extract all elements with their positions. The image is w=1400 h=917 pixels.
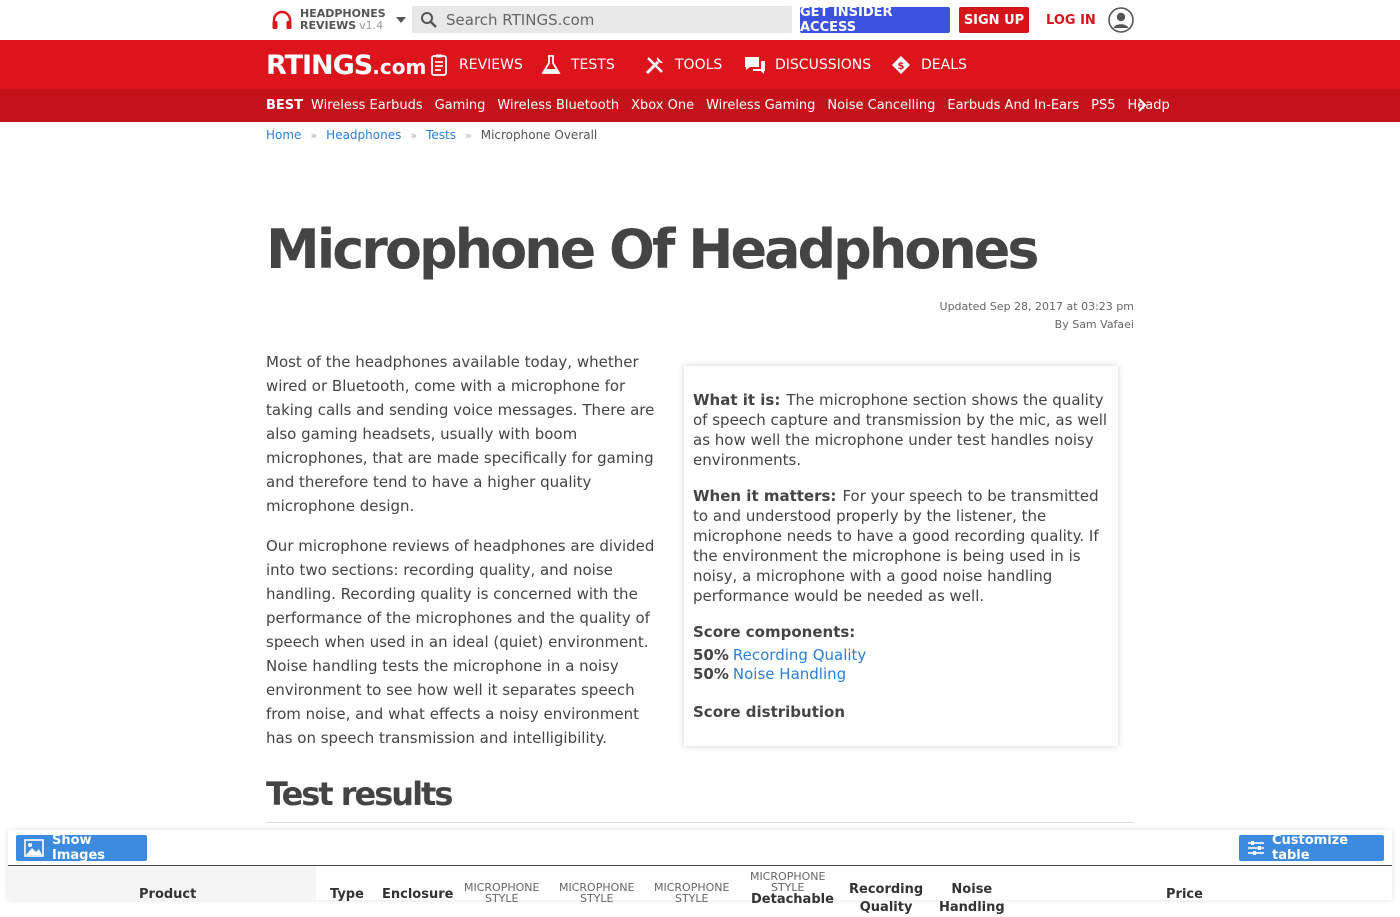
component-pct: 50% bbox=[693, 646, 729, 664]
nav-tests[interactable] bbox=[539, 50, 615, 80]
sign-up-button[interactable]: SIGN UP bbox=[959, 7, 1029, 33]
best-link[interactable]: Noise Cancelling bbox=[827, 98, 936, 113]
header-mic-style-2[interactable] bbox=[559, 882, 634, 904]
breadcrumb-separator-icon: » bbox=[310, 128, 318, 142]
header-mic-style-bot: STYLE bbox=[484, 892, 519, 905]
breadcrumb-headphones[interactable]: Headphones bbox=[326, 128, 402, 142]
nav-tools-label: TOOLS bbox=[675, 57, 723, 73]
header-enclosure[interactable]: Enclosure bbox=[382, 887, 454, 902]
best-link[interactable]: Xbox One bbox=[631, 98, 695, 113]
tools-icon bbox=[643, 53, 667, 77]
product-line2: REVIEWS bbox=[300, 19, 357, 32]
best-link[interactable]: Gaming bbox=[434, 98, 486, 113]
header-recording-quality[interactable] bbox=[849, 881, 923, 917]
score-distribution-label: Score distribution bbox=[693, 703, 846, 721]
product-line1: HEADPHONES bbox=[300, 7, 386, 20]
header-mic-style-bot: STYLE bbox=[674, 892, 709, 905]
intro-text bbox=[266, 350, 670, 766]
when-it-matters-label: When it matters: bbox=[693, 487, 837, 505]
nav-deals-label: DEALS bbox=[921, 57, 967, 73]
score-component bbox=[693, 646, 1109, 665]
best-bar bbox=[0, 89, 1400, 122]
best-links bbox=[266, 89, 1170, 122]
best-link[interactable]: Wireless Earbuds bbox=[311, 98, 423, 113]
main-nav bbox=[0, 40, 1400, 89]
test-results-heading: Test results bbox=[266, 775, 452, 813]
user-icon[interactable] bbox=[1108, 7, 1134, 33]
nav-discussions[interactable] bbox=[743, 50, 871, 80]
headphones-icon bbox=[270, 8, 294, 32]
header-recording-quality-line1: Recording bbox=[849, 882, 924, 897]
deals-icon bbox=[889, 53, 913, 77]
results-table bbox=[8, 830, 1392, 915]
header-mic-style-top: MICROPHONE bbox=[559, 881, 635, 894]
what-it-is-text: The microphone section shows the quality of speech capture and transmission by the mic, as well as how well the microphone under test handles noisy environments. bbox=[693, 391, 1108, 469]
svg-text:$: $ bbox=[897, 61, 905, 72]
logo-suffix: .com bbox=[372, 55, 427, 79]
header-mic-style-1[interactable] bbox=[464, 882, 539, 904]
best-link[interactable]: Wireless Gaming bbox=[706, 98, 816, 113]
product-switcher[interactable] bbox=[270, 6, 406, 34]
flask-icon bbox=[539, 53, 563, 77]
header-recording-quality-line2: Quality bbox=[859, 900, 913, 915]
breadcrumb-separator-icon: » bbox=[410, 128, 418, 142]
header-mic-style-bot: STYLE bbox=[579, 892, 614, 905]
score-components-label: Score components: bbox=[693, 623, 856, 641]
header-noise-handling-line1: Noise bbox=[951, 882, 993, 897]
article-meta bbox=[940, 298, 1134, 334]
test-info-box bbox=[684, 366, 1118, 746]
header-detachable[interactable]: Detachable bbox=[751, 892, 834, 907]
get-insider-access-button[interactable]: GET INSIDER ACCESS bbox=[800, 7, 950, 33]
nav-discussions-label: DISCUSSIONS bbox=[775, 57, 872, 73]
nav-reviews-label: REVIEWS bbox=[459, 57, 523, 73]
header-mic-style-4[interactable] bbox=[750, 871, 825, 893]
header-mic-style-3[interactable] bbox=[654, 882, 729, 904]
nav-reviews[interactable] bbox=[427, 50, 523, 80]
component-link-recording-quality[interactable]: Recording Quality bbox=[732, 646, 867, 664]
nav-deals[interactable] bbox=[889, 50, 967, 80]
customize-table-label: Customize table bbox=[1272, 833, 1349, 863]
when-it-matters bbox=[693, 486, 1109, 606]
breadcrumb-home[interactable]: Home bbox=[266, 128, 302, 142]
best-link[interactable]: PS5 bbox=[1091, 98, 1116, 113]
reviews-icon bbox=[427, 53, 451, 77]
component-pct: 50% bbox=[693, 665, 729, 683]
search-input[interactable] bbox=[446, 11, 766, 29]
search-icon bbox=[420, 11, 438, 29]
divider bbox=[266, 822, 1134, 823]
image-icon bbox=[24, 839, 44, 857]
product-name bbox=[300, 8, 386, 32]
updated-date: Updated Sep 28, 2017 at 03:23 pm bbox=[939, 300, 1134, 313]
log-in-link[interactable]: LOG IN bbox=[1046, 12, 1096, 28]
show-images-button[interactable] bbox=[16, 835, 147, 861]
header-product[interactable]: Product bbox=[139, 887, 197, 902]
best-link[interactable]: Earbuds And In-Ears bbox=[947, 98, 1080, 113]
when-it-matters-text: For your speech to be transmitted to and understood properly by the listener, the microphone needs to have a good recording quality. If the environment the microphone is being used in is noisy, a microphone with a good noise handling performance would be needed as well. bbox=[693, 487, 1099, 605]
rtings-logo[interactable] bbox=[266, 50, 426, 81]
score-component bbox=[693, 665, 1109, 684]
breadcrumb-current: Microphone Overall bbox=[480, 128, 598, 142]
header-mic-style-top: MICROPHONE bbox=[654, 881, 730, 894]
top-bar bbox=[0, 0, 1400, 40]
logo-main: RTINGS bbox=[266, 50, 373, 81]
page-title: Microphone Of Headphones bbox=[266, 218, 1037, 281]
header-noise-handling-line2: Handling bbox=[939, 900, 1005, 915]
sliders-icon bbox=[1247, 840, 1265, 856]
header-mic-style-top: MICROPHONE bbox=[750, 870, 826, 883]
nav-tests-label: TESTS bbox=[571, 57, 615, 73]
nav-tools[interactable] bbox=[643, 50, 722, 80]
header-type[interactable]: Type bbox=[330, 887, 364, 902]
header-price[interactable]: Price bbox=[1166, 887, 1203, 902]
product-version: v1.4 bbox=[359, 19, 384, 32]
best-label: BEST bbox=[266, 98, 304, 113]
what-it-is bbox=[693, 390, 1109, 470]
customize-table-button[interactable] bbox=[1239, 835, 1384, 861]
header-mic-style-top: MICROPHONE bbox=[464, 881, 540, 894]
intro-paragraph: Our microphone reviews of headphones are divided into two sections: recording quality, and noise handling. Recording quality is concerned with the performance of the microphones and the quality of speech when used in an ideal (quiet) environment. Noise handling tests the microphone in a noisy environment to see how well it separates speech from noise, and what effects a noisy environment has on speech transmission and intelligibility. bbox=[266, 537, 655, 747]
breadcrumb-tests[interactable]: Tests bbox=[426, 128, 456, 142]
breadcrumb bbox=[266, 128, 597, 142]
show-images-label: Show Images bbox=[52, 833, 106, 863]
breadcrumb-separator-icon: » bbox=[464, 128, 472, 142]
intro-paragraph: Most of the headphones available today, whether wired or Bluetooth, come with a microphone for taking calls and sending voice messages. There are also gaming headsets, usually with boom microphones, that are made specifically for gaming and therefore tend to have a higher quality microphone design. bbox=[266, 353, 655, 515]
chevron-right-icon[interactable] bbox=[1136, 97, 1148, 113]
chevron-down-icon bbox=[396, 17, 406, 23]
component-link-noise-handling[interactable]: Noise Handling bbox=[732, 665, 847, 683]
author: By Sam Vafaei bbox=[1054, 318, 1134, 331]
header-noise-handling[interactable] bbox=[939, 881, 1005, 917]
header-mic-style-bot: STYLE bbox=[770, 881, 805, 894]
what-it-is-label: What it is: bbox=[693, 391, 781, 409]
search-box[interactable] bbox=[412, 6, 792, 33]
discussions-icon bbox=[743, 53, 767, 77]
best-link[interactable]: Headp bbox=[1127, 98, 1170, 113]
best-link[interactable]: Wireless Bluetooth bbox=[497, 98, 620, 113]
